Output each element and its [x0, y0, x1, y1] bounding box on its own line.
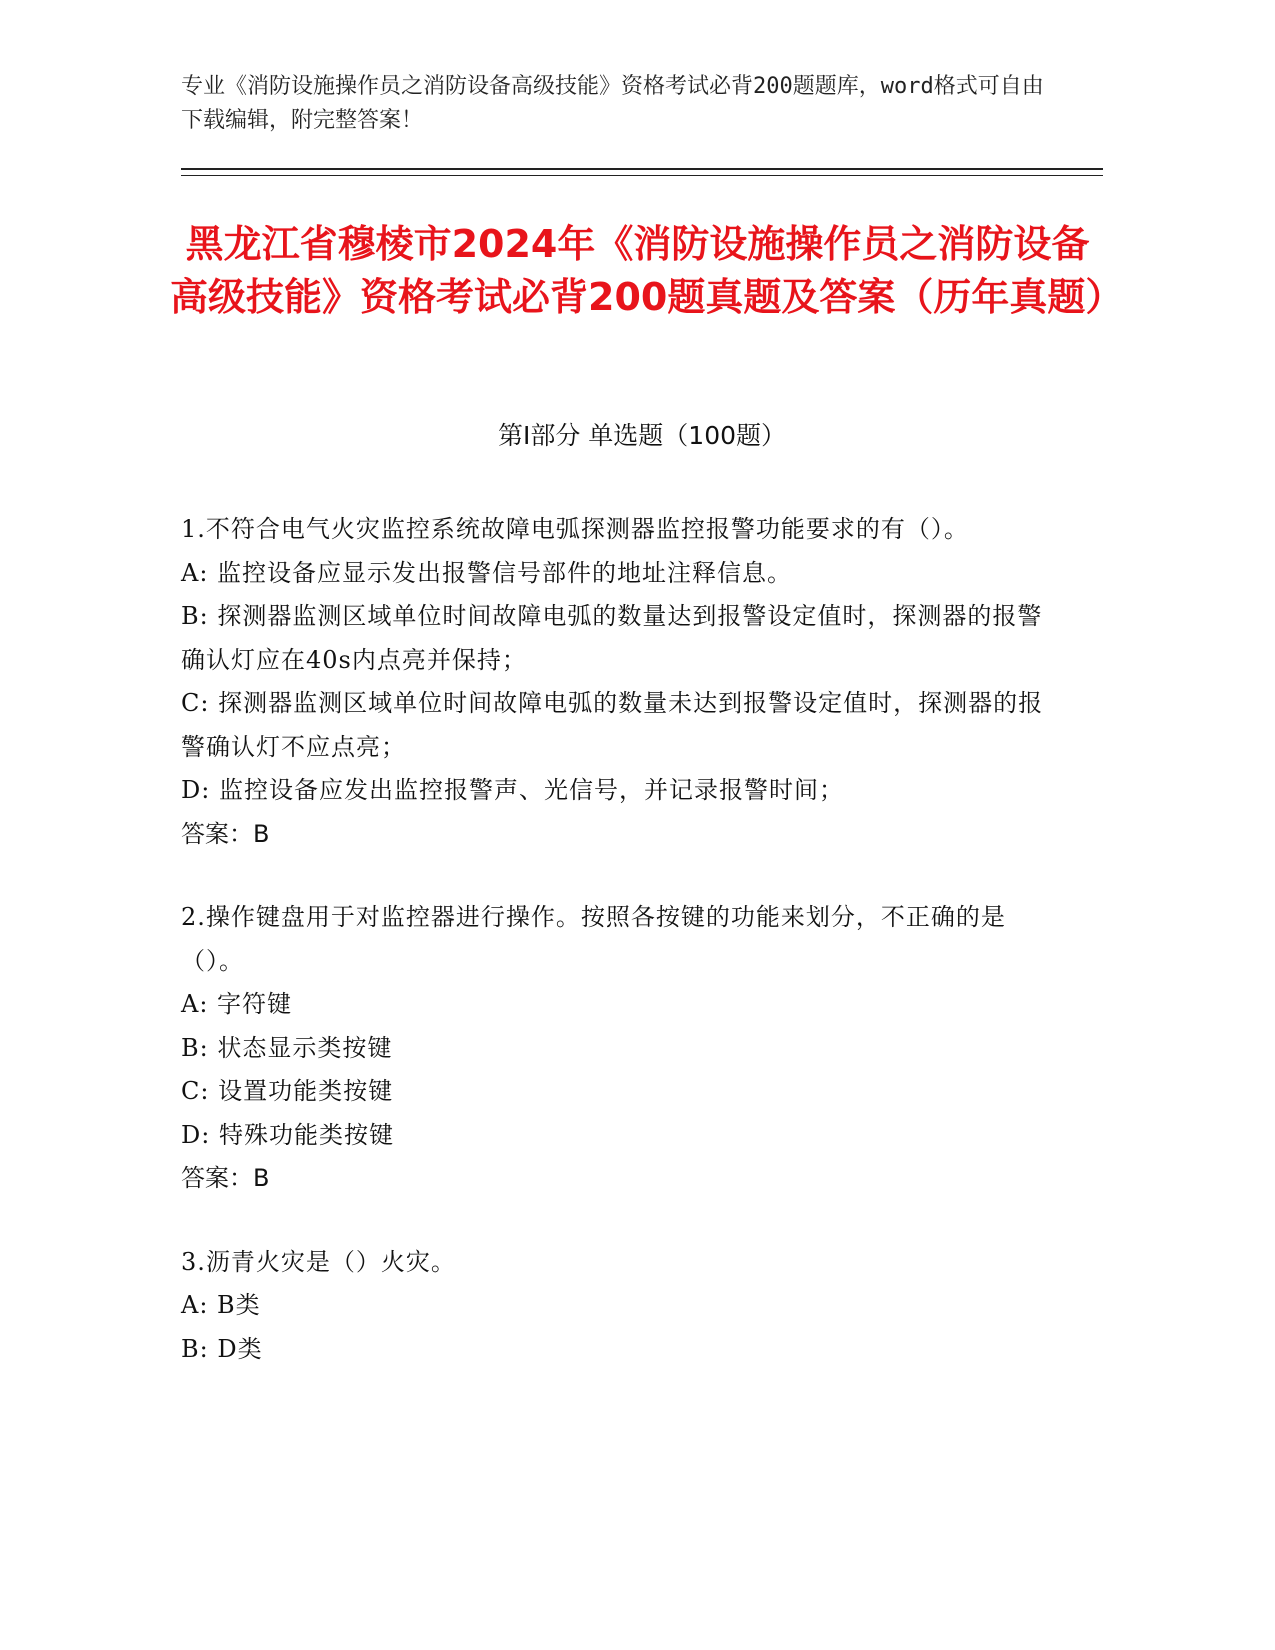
- question-stem: 1.不符合电气火灾监控系统故障电弧探测器监控报警功能要求的有（）。: [181, 515, 969, 543]
- option-b: B: D类: [181, 1334, 263, 1363]
- answer-text: 答案：B: [181, 1164, 270, 1192]
- question-1: [181, 508, 1061, 856]
- question-stem: 3.沥青火灾是（）火灾。: [181, 1247, 456, 1276]
- option-c: C: 探测器监测区域单位时间故障电弧的数量未达到报警设定值时，探测器的报警确认灯不应点亮；: [181, 689, 1044, 761]
- option-a: A: 字符键: [181, 990, 293, 1018]
- option-a: A: 监控设备应显示发出报警信号部件的地址注释信息。: [181, 558, 793, 587]
- header-rule-thin: [181, 175, 1103, 176]
- question-3: [181, 1241, 1061, 1372]
- option-c: C: 设置功能类按键: [181, 1077, 394, 1105]
- option-d: D: 监控设备应发出监控报警声、光信号，并记录报警时间；: [181, 776, 844, 804]
- question-2: [181, 896, 1061, 1201]
- option-d: D: 特殊功能类按键: [181, 1120, 394, 1149]
- option-a: A: B类: [181, 1291, 261, 1319]
- answer-text: 答案：B: [181, 819, 270, 848]
- header-rule: [181, 168, 1103, 170]
- question-stem: 2.操作键盘用于对监控器进行操作。按照各按键的功能来划分，不正确的是（）。: [181, 903, 1006, 975]
- document-title: 黑龙江省穆棱市2024年《消防设施操作员之消防设备高级技能》资格考试必背200题真题及答案（历年真题）: [170, 222, 1124, 319]
- header-note: 专业《消防设施操作员之消防设备高级技能》资格考试必背200题题库，word格式可自由下载编辑，附完整答案！: [181, 74, 1044, 133]
- section-heading: 第I部分 单选题（100题）: [497, 421, 787, 450]
- option-b: B: 状态显示类按键: [181, 1033, 393, 1062]
- question-list: [181, 508, 1061, 1411]
- option-b: B: 探测器监测区域单位时间故障电弧的数量达到报警设定值时，探测器的报警确认灯应在40s内点亮并保持；: [181, 602, 1043, 674]
